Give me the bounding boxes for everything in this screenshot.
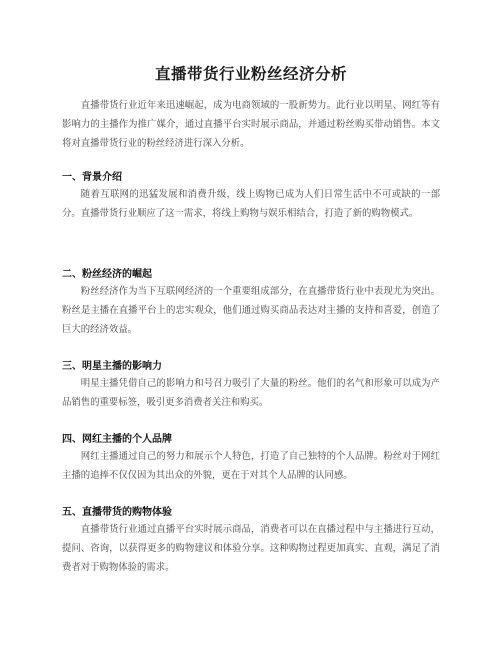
section-body-shopping-experience: 直播带货行业通过直播平台实时展示商品，消费者可以在直播过程中与主播进行互动，提问、咨询，以获得更多的购物建议和体验分享。这种购物过程更加真实、直观，满足了消费者对于购物体验的需求。: [62, 524, 440, 573]
section-body-fan-economy: 粉丝经济作为当下互联网经济的一个重要组成部分，在直播带货行业中表现尤为突出。粉丝是主播在直播平台上的忠实观众，他们通过购买商品表达对主播的支持和喜爱，创造了巨大的经济效益。: [62, 286, 440, 335]
section-body-background: 随着互联网的迅猛发展和消费升级，线上购物已成为人们日常生活中不可或缺的一部分。直播带货行业顺应了这一需求，将线上购物与娱乐相结合，打造了新的购物模式。: [62, 189, 440, 219]
section-body-celebrity-hosts: 明星主播凭借自己的影响力和号召力吸引了大量的粉丝。他们的名气和形象可以成为产品销售的重要标签，吸引更多消费者关注和购买。: [62, 378, 440, 408]
page-title: 直播带货行业粉丝经济分析: [154, 65, 347, 83]
section-heading-fan-economy: 二、粉丝经济的崛起: [62, 269, 152, 280]
section-heading-influencer-brand: 四、网红主播的个人品牌: [62, 434, 172, 445]
section-heading-shopping-experience: 五、直播带货的购物体验: [62, 507, 172, 518]
section-heading-background: 一、背景介绍: [62, 172, 122, 183]
section-body-influencer-brand: 网红主播通过自己的努力和展示个人特色，打造了自己独特的个人品牌。粉丝对于网红主播的追捧不仅仅因为其出众的外貌，更在于对其个人品牌的认同感。: [62, 451, 440, 481]
intro-paragraph: 直播带货行业近年来迅速崛起，成为电商领域的一股新势力。此行业以明星、网红等有影响力的主播作为推广媒介，通过直播平台实时展示商品，并通过粉丝购买带动销售。本文将对直播带货行业的粉丝经济进行深入分析。: [62, 100, 440, 149]
section-heading-celebrity-hosts: 三、明星主播的影响力: [62, 361, 162, 372]
